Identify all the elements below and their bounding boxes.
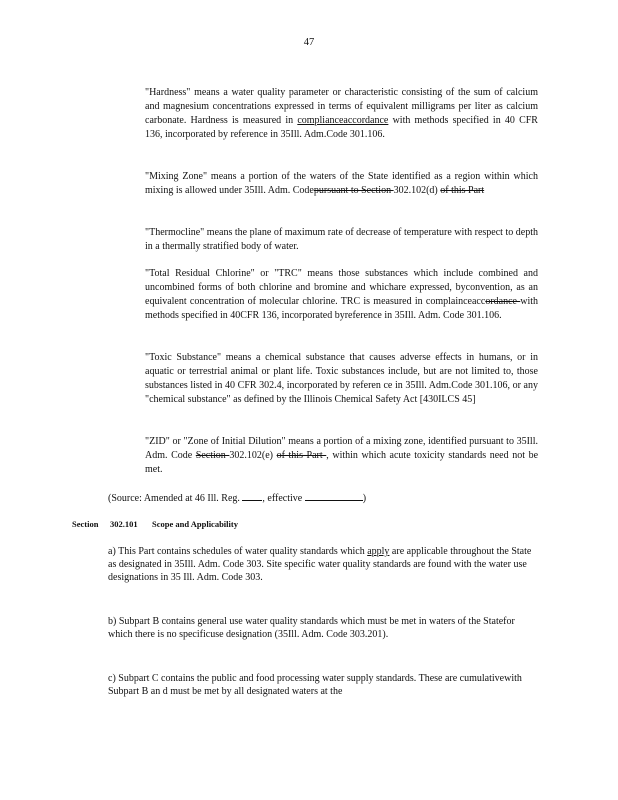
source-note: (Source: Amended at 46 Ill. Reg. , effective ) xyxy=(108,490,366,506)
subsection-c: c) Subpart C contains the public and food processing water supply standards. These are cumulativewith Subpart B an d must be met by all designated waters at the xyxy=(108,673,522,697)
definition-hardness: "Hardness" means a water quality parameter or characteristic consisting of the sum of calcium and magnesium concentrations expressed in terms of equivalent milligrams per liter as calcium carbonate. Hardness is measured in complianceaccordance with methods specified in 40 CFR 136, incorporated by reference in 35Ill. Adm.Code 301.106. xyxy=(145,87,538,140)
definition-mixing-zone: "Mixing Zone" means a portion of the waters of the State identified as a region within which mixing is allowed under 35Ill. Adm. Codepursuant to Section 302.102(d) of this Part xyxy=(145,171,538,196)
subsection-b: b) Subpart B contains general use water quality standards which must be met in waters of the Statefor which there is no specificuse designation (35Ill. Adm. Code 303.201). xyxy=(108,616,515,640)
definition-zid: "ZID" or "Zone of Initial Dilution" means a portion of a mixing zone, identified pursuant to 35Ill. Adm. Code Section 302.102(e) of this Part , within which acute toxicity standards need not be met. xyxy=(145,436,539,475)
definition-toxic-substance: "Toxic Substance" means a chemical substance that causes adverse effects in humans, or in aquatic or terrestrial animal or plant life. Toxic substances include, but are not limited to, those substances listed in 40 CFR 302.4, incorporated by referen ce in 35Ill. Adm.Code 301.106, or any "chemical substance" as defined by the Illinois Chemical Safety Act [430ILCS 45] xyxy=(145,352,538,405)
page-number: 47 xyxy=(303,37,315,48)
reg-blank xyxy=(242,490,262,501)
effective-blank xyxy=(305,490,363,501)
section-heading: Section 302.101 Scope and Applicability xyxy=(72,519,238,529)
definition-thermocline: "Thermocline" means the plane of maximum rate of decrease of temperature with respect to depth in a thermally stratified body of water. xyxy=(145,227,538,252)
subsection-a: a) This Part contains schedules of water quality standards which apply are applicable throughout the State as designated in 35Ill. Adm. Code 303. Site specific water quality standards are found with the water use designations in 35 Ill. Adm. Code 303. xyxy=(108,546,532,583)
definition-trc: "Total Residual Chlorine" or "TRC" means those substances which include combined and uncombined forms of both chlorine and bromine and whichare expressed, byconvention, as an equivalent concentration of molecular chlorine. TRC is measured in complainceaccordance with methods specified in 40CFR 136, incorporated byreference in 35Ill. Adm. Code 301.106. xyxy=(145,268,538,321)
